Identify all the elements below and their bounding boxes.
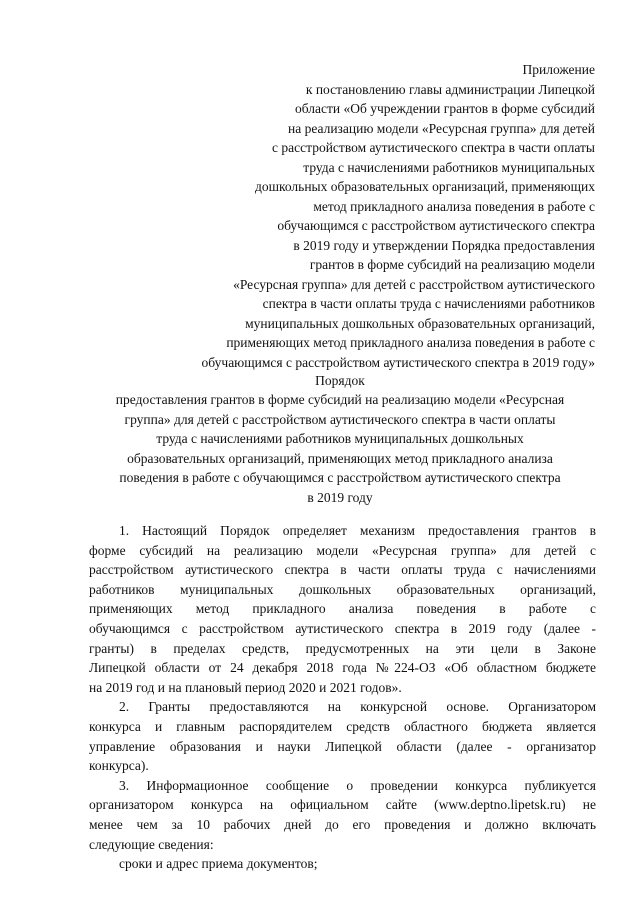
paragraph-line: Липецкой области от 24 декабря 2018 года №224-ОЗ «Об областном бюджете [89, 660, 596, 676]
paragraph-line: сроки и адрес приема документов; [119, 856, 318, 872]
paragraph-line: конкурса). [89, 758, 149, 774]
appendix-line: труда с начислениями работников муниципальных [303, 159, 595, 175]
paragraph-line: форме субсидий на реализацию модели «Ресурсная группа» для детей с [89, 542, 596, 558]
paragraph-line: следующие сведения: [89, 836, 214, 852]
paragraph-1 [89, 521, 596, 697]
paragraph-line: управление образования и науки Липецкой области (далее - организатор [89, 738, 596, 754]
appendix-line: к постановлению главы администрации Липецкой [305, 81, 595, 97]
appendix-line: дошкольных образовательных организаций, применяющих [254, 179, 595, 194]
paragraph-line: гранты) в пределах средств, предусмотренных на эти цели в Законе [89, 640, 596, 656]
paragraph-line: 2. Гранты предоставляются на конкурсной основе. Организатором [119, 699, 596, 715]
paragraph-line: обучающимся с расстройством аутистического спектра в 2019 году (далее - [89, 620, 596, 636]
appendix-line: метод прикладного анализа поведения в работе с [313, 198, 595, 214]
subtitle-line: в 2019 году [307, 489, 373, 505]
paragraph-line: организатором конкурса на официальном сайте (www.deptno.lipetsk.ru) не [89, 797, 596, 813]
paragraph-line: менее чем за 10 рабочих дней до его проведения и должно включать [89, 816, 596, 832]
paragraph-3 [89, 776, 596, 854]
paragraph-4 [89, 854, 596, 874]
document-title: Порядок [315, 373, 365, 388]
appendix-line: области «Об учреждении грантов в форме субсидий [295, 101, 595, 116]
appendix-line: обучающимся с расстройством аутистического спектра в 2019 году» [201, 354, 595, 370]
appendix-line: спектра в части оплаты труда с начислениями работников [262, 296, 595, 311]
subtitle-line: предоставления грантов в форме субсидий на реализацию модели «Ресурсная [115, 392, 565, 407]
paragraph-2 [89, 697, 596, 775]
appendix-line: с расстройством аутистического спектра в части оплаты [272, 140, 595, 155]
paragraph-line: на 2019 год и на плановый период 2020 и 2021 годов». [89, 679, 402, 695]
appendix-line: Приложение [522, 62, 595, 77]
subtitle-line: поведения в работе с обучающимся с расстройством аутистического спектра [119, 470, 561, 485]
paragraph-line: 1. Настоящий Порядок определяет механизм предоставления грантов в [119, 523, 596, 538]
appendix-line: «Ресурсная группа» для детей с расстройством аутистического [233, 276, 595, 292]
appendix-line: обучающимся с расстройством аутистического спектра [277, 218, 595, 233]
appendix-line: муниципальных дошкольных образовательных организаций, [245, 315, 595, 331]
appendix-line: грантов в форме субсидий на реализацию модели [309, 257, 595, 272]
appendix-line: в 2019 году и утверждении Порядка предоставления [293, 237, 595, 253]
subtitle-line: группа» для детей с расстройством аутистического спектра в части оплаты [124, 411, 556, 427]
appendix-line: применяющих метод прикладного анализа поведения в работе с [226, 335, 595, 350]
subtitle-line: образовательных организаций, применяющих метод прикладного анализа [127, 450, 553, 466]
appendix-line: на реализацию модели «Ресурсная группа» для детей [287, 120, 595, 136]
document-body [89, 521, 596, 874]
appendix-header [110, 60, 595, 372]
paragraph-line: конкурса и главным распорядителем средств областного бюджета является [89, 718, 596, 734]
paragraph-line: 3. Информационное сообщение о проведении конкурса публикуется [119, 777, 596, 793]
document-subtitle [80, 390, 600, 507]
paragraph-line: применяющих метод прикладного анализа поведения в работе с [89, 601, 596, 617]
paragraph-line: расстройством аутистического спектра в части оплаты труда с начислениями [89, 562, 596, 578]
paragraph-line: работников муниципальных дошкольных образовательных организаций, [89, 581, 596, 597]
subtitle-line: труда с начислениями работников муниципальных дошкольных [156, 431, 524, 446]
